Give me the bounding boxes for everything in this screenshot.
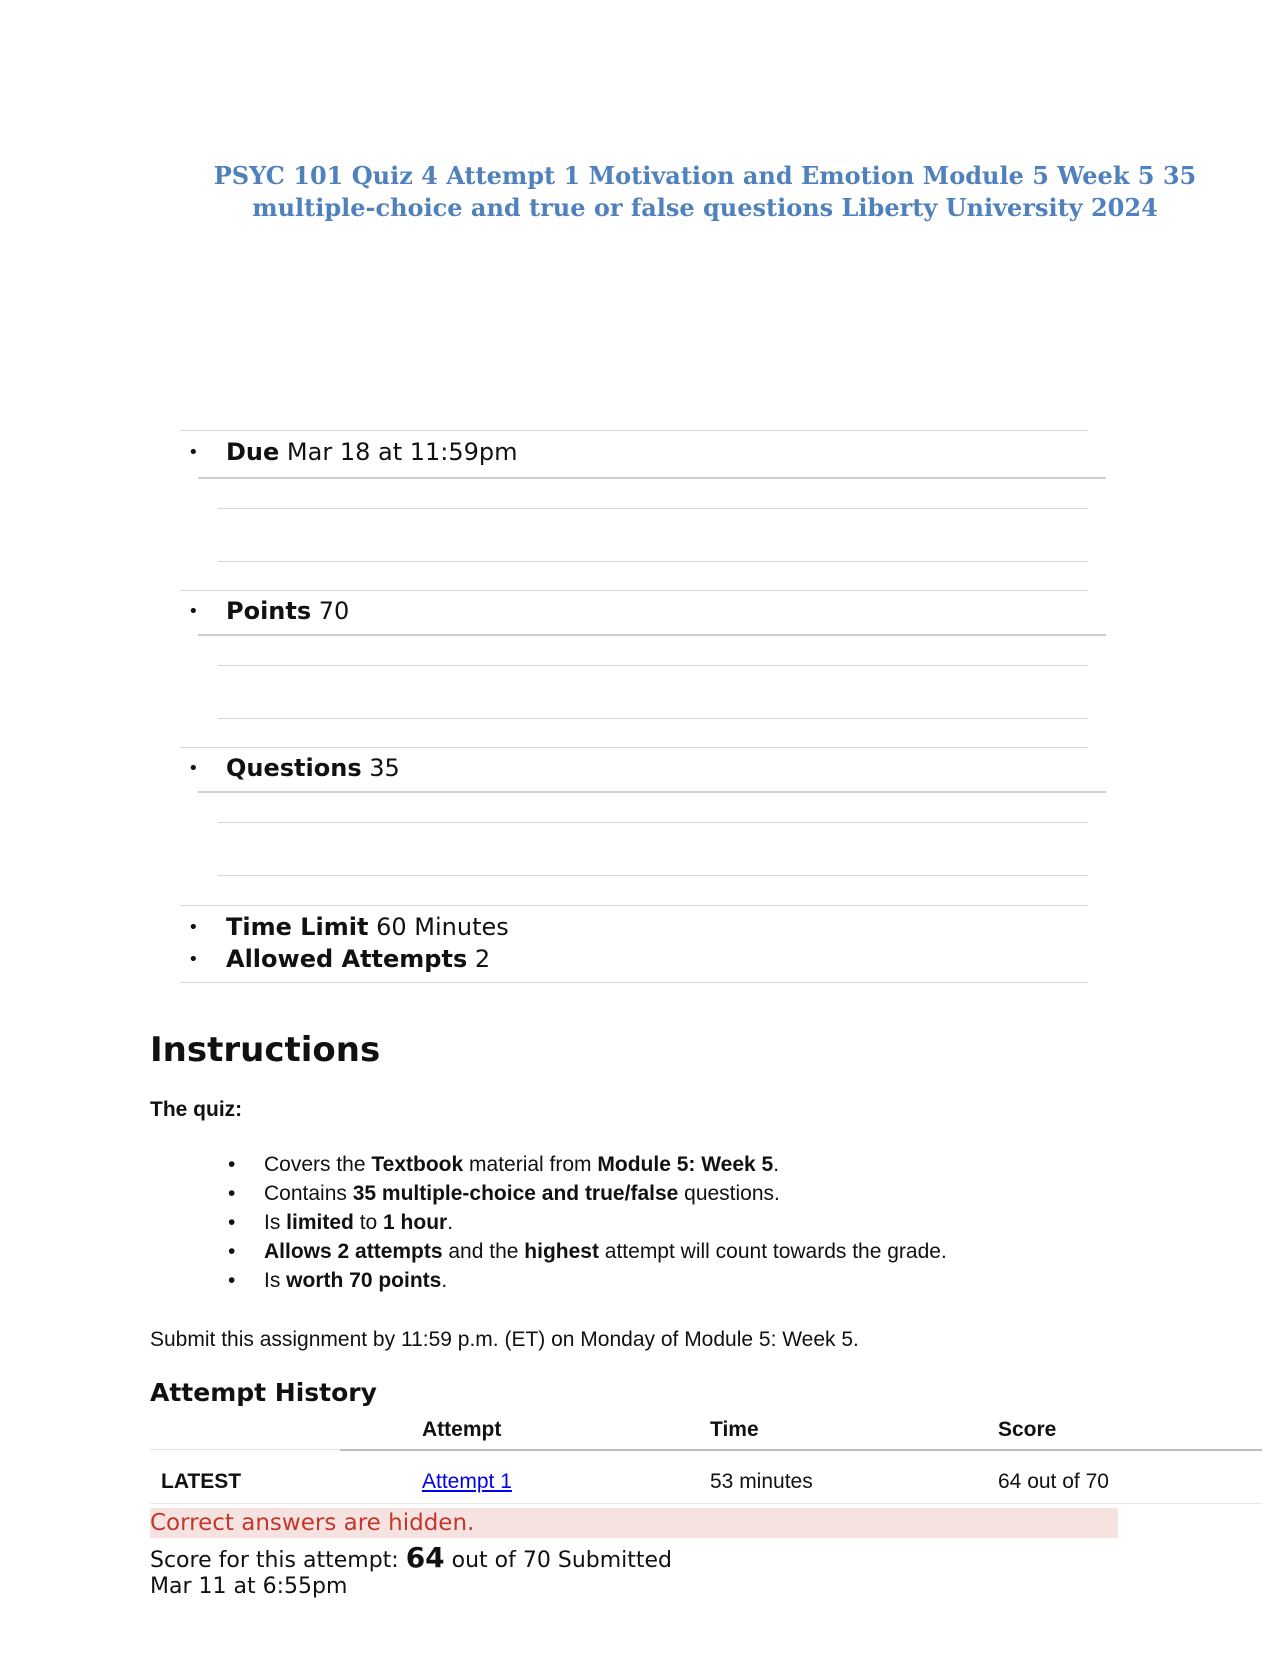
detail-label: Due (226, 438, 280, 466)
header-divider (150, 1449, 340, 1450)
detail-value: 2 (467, 945, 491, 973)
divider (198, 634, 1106, 636)
instruction-text: Covers the (264, 1153, 372, 1176)
bullet-icon: • (188, 758, 199, 779)
divider (218, 508, 1088, 509)
instruction-text: attempt will count towards the grade. (598, 1240, 947, 1263)
instruction-text: . (441, 1269, 448, 1292)
bullet-icon: • (188, 949, 199, 970)
instruction-text: material from (463, 1153, 598, 1176)
detail-label: Questions (226, 754, 362, 782)
instruction-text: Is (264, 1269, 287, 1292)
instruction-text: Textbook (371, 1153, 464, 1176)
divider (180, 982, 1088, 983)
divider (180, 590, 1088, 591)
divider (218, 822, 1088, 823)
instruction-text: Contains (264, 1182, 353, 1205)
instruction-text: Allows 2 attempts (264, 1240, 443, 1263)
column-header-attempt: Attempt (422, 1418, 502, 1441)
detail-value: Mar 18 at 11:59pm (279, 438, 518, 466)
instruction-text: . (773, 1153, 780, 1176)
instruction-item (228, 1208, 947, 1237)
instruction-item (228, 1237, 947, 1266)
column-header-time: Time (710, 1418, 759, 1441)
detail-questions (188, 753, 400, 784)
divider (180, 905, 1088, 906)
document-title: PSYC 101 Quiz 4 Attempt 1 Motivation and Emotion Module 5 Week 5 35 multiple-choice and true or false questions Liberty University 2024 (213, 161, 1197, 222)
detail-label: Time Limit (226, 913, 369, 941)
detail-label: Allowed Attempts (226, 945, 468, 973)
latest-label: LATEST (161, 1470, 242, 1493)
header-divider (340, 1449, 1262, 1451)
submitted-date: Mar 11 at 6:55pm (150, 1574, 348, 1599)
divider (218, 561, 1088, 562)
instruction-item (228, 1179, 947, 1208)
bullet-icon: • (188, 917, 199, 938)
divider (180, 430, 1088, 431)
detail-time-limit (188, 912, 509, 943)
instructions-list (228, 1150, 947, 1295)
score-prefix: Score for this attempt: (150, 1548, 406, 1573)
instruction-text: limited (286, 1211, 354, 1234)
attempt-cell (422, 1470, 512, 1494)
detail-label: Points (226, 597, 312, 625)
detail-value: 35 (361, 754, 400, 782)
divider (198, 791, 1106, 793)
instruction-text: . (447, 1211, 454, 1234)
instruction-text: questions. (678, 1182, 780, 1205)
detail-points (188, 596, 349, 627)
instruction-text: 35 multiple-choice and true/false (352, 1182, 679, 1205)
time-cell: 53 minutes (710, 1470, 813, 1493)
instruction-text: Is (264, 1211, 287, 1234)
bullet-icon: • (188, 442, 199, 463)
detail-allowed-attempts (188, 944, 490, 975)
submit-instructions: Submit this assignment by 11:59 p.m. (ET) on Monday of Module 5: Week 5. (150, 1328, 859, 1351)
divider (198, 477, 1106, 479)
score-value: 64 (405, 1541, 445, 1574)
instruction-text: and the (442, 1240, 525, 1263)
instruction-text: to (353, 1211, 384, 1234)
attempt-link[interactable]: Attempt 1 (422, 1470, 512, 1493)
divider (180, 747, 1088, 748)
instruction-text: 1 hour (383, 1211, 448, 1234)
attempt-score-line (150, 1541, 672, 1574)
instructions-heading: Instructions (150, 1030, 381, 1070)
answers-hidden-notice: Correct answers are hidden. (150, 1508, 1118, 1538)
row-divider (150, 1503, 1262, 1504)
attempt-history-heading: Attempt History (150, 1378, 377, 1407)
score-cell: 64 out of 70 (998, 1470, 1109, 1493)
instruction-text: Module 5: Week 5 (597, 1153, 774, 1176)
divider (218, 875, 1088, 876)
instruction-text: worth 70 points (286, 1269, 442, 1292)
score-suffix: out of 70 Submitted (444, 1548, 673, 1573)
detail-due (188, 437, 518, 468)
divider (218, 665, 1088, 666)
detail-value: 60 Minutes (368, 913, 509, 941)
instruction-item (228, 1150, 947, 1179)
instruction-item (228, 1266, 947, 1295)
bullet-icon: • (188, 601, 199, 622)
detail-value: 70 (311, 597, 350, 625)
quiz-intro: The quiz: (150, 1098, 243, 1121)
divider (218, 718, 1088, 719)
instruction-text: highest (524, 1240, 599, 1263)
column-header-score: Score (998, 1418, 1057, 1441)
